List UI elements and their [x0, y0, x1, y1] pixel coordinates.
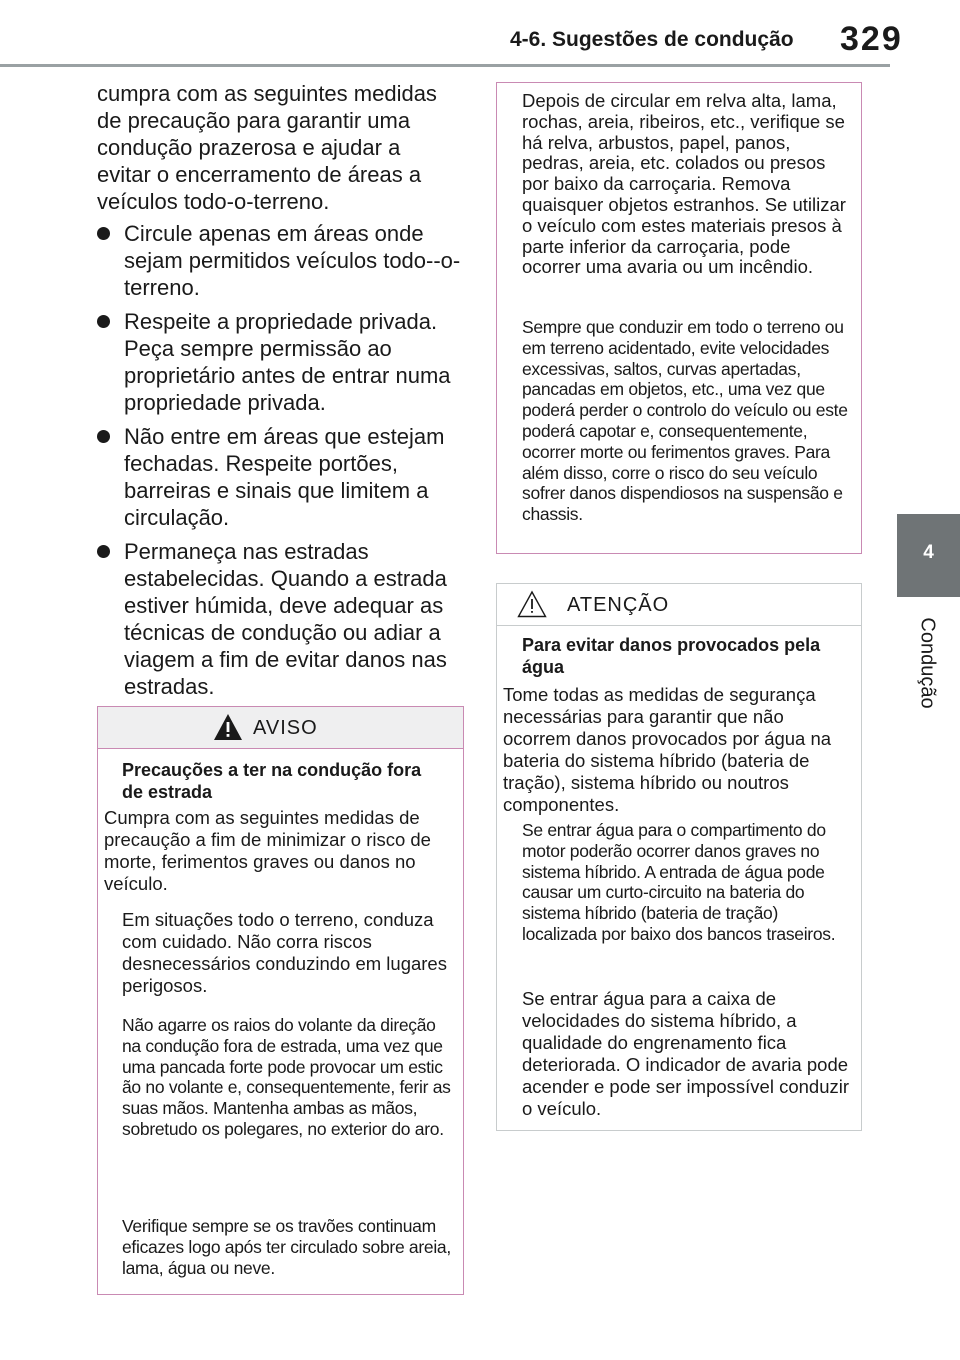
- bullet-text: Não entre em áreas que estejam fechadas. Respeite portões, barreiras e sinais que limitem a circulação.: [124, 424, 445, 530]
- aviso-title: Precauções a ter na condução fora de estrada: [122, 760, 422, 802]
- chapter-number: 4: [923, 542, 934, 563]
- bullet-icon: [97, 227, 110, 240]
- aviso-item: Não agarre os raios do volante da direção na condução fora de estrada, uma vez que uma pancada forte pode provocar um estic​ão no volante e, consequentemente, ferir as suas mãos. Mantenha ambas as mãos, sobretudo os polegares, no exterior do aro.: [122, 1015, 451, 1139]
- bullet-text: Circule apenas em áreas onde sejam permitidos veículos todo--o-terreno.: [124, 221, 461, 300]
- atencao-label: ATENÇÃO: [567, 594, 670, 616]
- caution-triangle-icon: [517, 590, 547, 618]
- chapter-label: [912, 608, 942, 718]
- atencao-box: [496, 583, 862, 1131]
- list-item: [97, 423, 461, 531]
- bullet-list: [97, 220, 461, 707]
- page-header: [0, 0, 960, 66]
- bullet-icon: [97, 315, 110, 328]
- list-item: [97, 308, 461, 416]
- aviso-item: Verifique sempre se os travões continuam eficazes logo após ter circulado sobre areia, lama, água ou neve.: [122, 1216, 451, 1278]
- aviso-box: [97, 706, 464, 1295]
- intro-paragraph: cumpra com as seguintes medidas de precaução para garantir uma condução prazerosa e ajudar a evitar o encerramento de áreas a veículos todo-o-terreno.: [97, 81, 437, 214]
- header-divider: [0, 64, 890, 67]
- chapter-label-text: Condução: [916, 617, 939, 709]
- atencao-item: Se entrar água para a caixa de velocidades do sistema híbrido, a qualidade do engrenamento fica deteriorada. O indicador de avaria pode acender e pode ser impossível conduzir o veículo.: [522, 988, 850, 1119]
- bullet-icon: [97, 430, 110, 443]
- aviso-text: Cumpra com as seguintes medidas de precaução a fim de minimizar o risco de morte, ferimentos graves ou danos no veículo.: [104, 807, 431, 894]
- bullet-text: Permaneça nas estradas estabelecidas. Quando a estrada estiver húmida, deve adequar as técnicas de condução ou adiar a viagem a fim de evitar danos nas estradas.: [124, 539, 447, 699]
- list-item: [97, 220, 461, 301]
- chapter-tab: [897, 514, 960, 597]
- page-number: 329: [840, 20, 903, 58]
- aviso-label: AVISO: [253, 717, 318, 739]
- atencao-text: Tome todas as medidas de segurança necessárias para garantir que não ocorrem danos provocados por água na bateria do sistema híbrido (bateria de tração), sistema híbrido ou noutros componentes.: [503, 684, 832, 815]
- warning-triangle-icon: [213, 713, 243, 741]
- atencao-title: Para evitar danos provocados pela água: [522, 635, 821, 677]
- bullet-text: Respeite a propriedade privada. Peça sempre permissão ao proprietário antes de entrar numa propriedade privada.: [124, 309, 451, 415]
- warning-continuation-box: [496, 82, 862, 554]
- continuation-item: Sempre que conduzir em todo o terreno ou em terreno acidentado, evite velocidades excessivas, saltos, curvas apertadas, pancadas em objetos, etc., uma vez que poderá perder o controlo do veículo ou este poderá capotar e, consequentemente, ocorrer morte ou ferimentos graves. Para além disso, corre o risco do seu veículo sofrer danos dispendiosos na suspensão e chassis.: [522, 317, 848, 525]
- section-title: 4-6. Sugestões de condução: [510, 28, 794, 51]
- aviso-item: Em situações todo o terreno, conduza com cuidado. Não corra riscos desnecessários conduzindo em lugares perigosos.: [122, 909, 447, 996]
- continuation-item: Depois de circular em relva alta, lama, rochas, areia, ribeiros, etc., verifique se há relva, arbustos, papel, panos, pedras, areia, etc. colados ou presos por baixo da carroçaria. Remova quaisquer objetos estranhos. Se utilizar o veículo com estes materiais presos à parte inferior da carroçaria, pode ocorrer uma avaria ou um incêndio.: [522, 90, 846, 278]
- atencao-header: [497, 584, 861, 626]
- list-item: [97, 538, 461, 700]
- aviso-header: [98, 707, 463, 749]
- atencao-item: Se entrar água para o compartimento do motor poderão ocorrer danos graves no sistema híbrido. A entrada de água pode causar um curto-circuito na bateria do sistema híbrido (bateria de tração) localizada por baixo dos bancos traseiros.: [522, 820, 836, 944]
- bullet-icon: [97, 545, 110, 558]
